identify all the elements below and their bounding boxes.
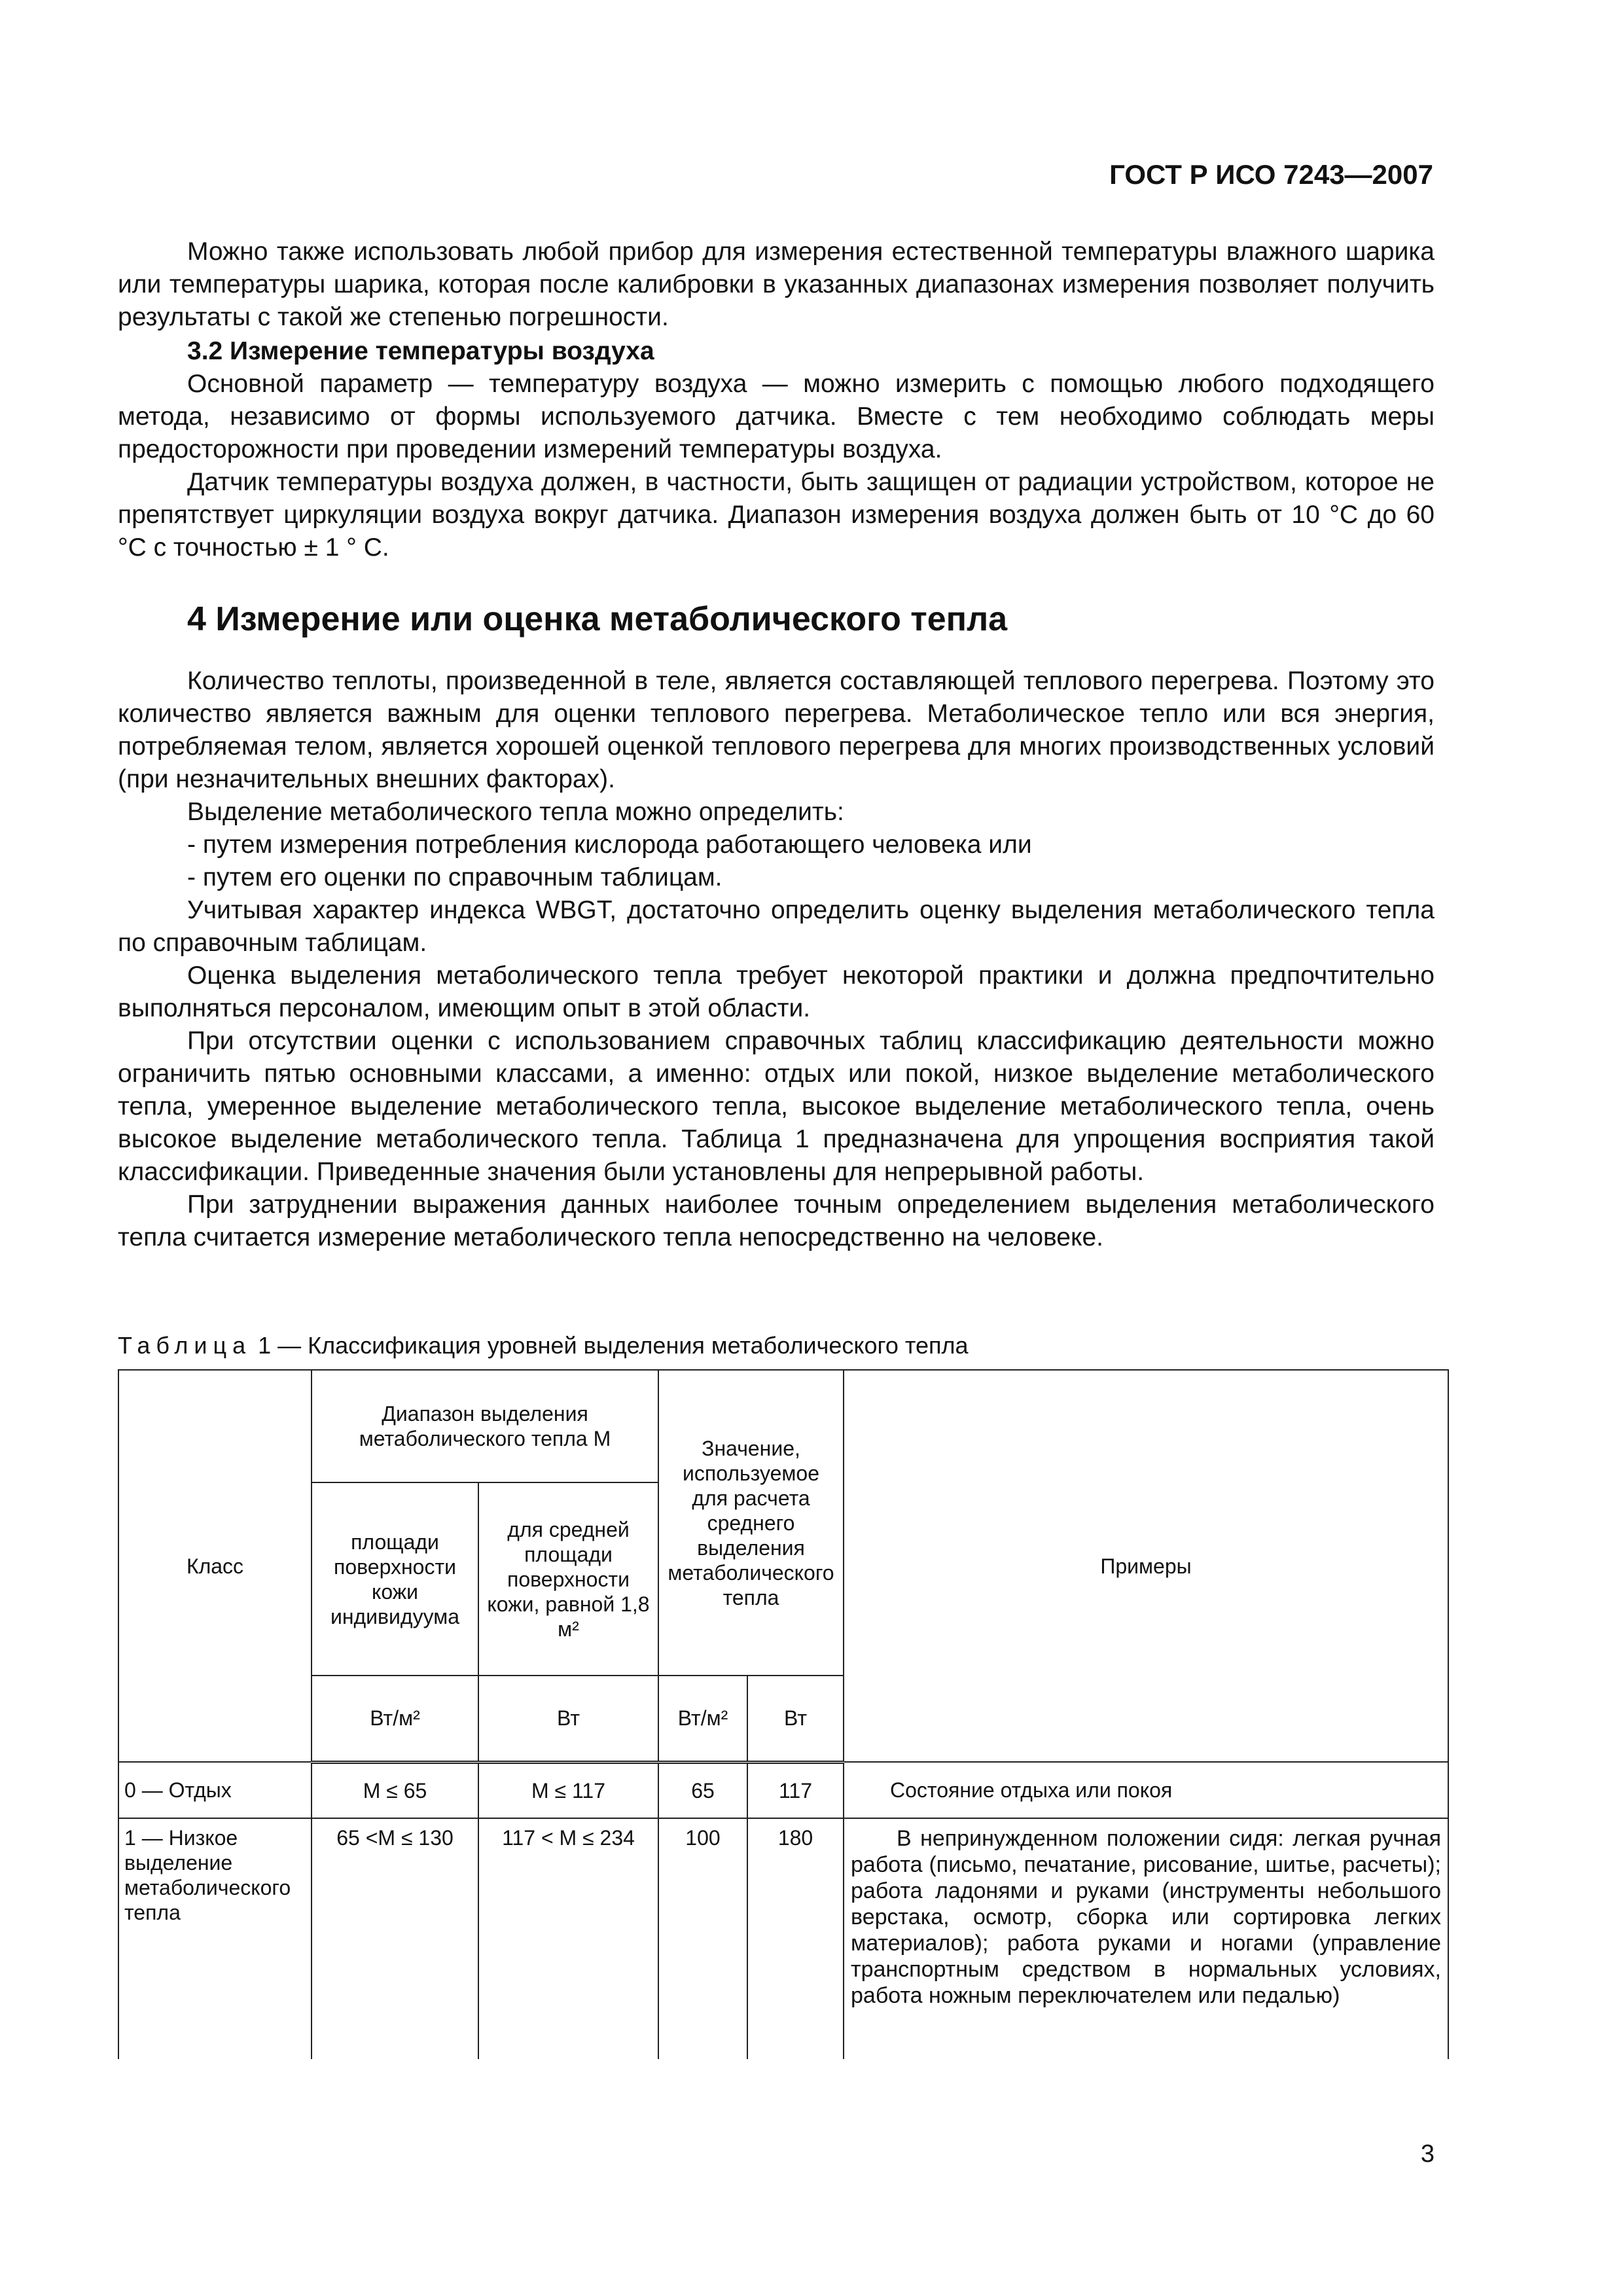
paragraph: Основной параметр — температуру воздуха — можно измерить с помощью любого подходящего метода, независимо от формы используемого датчика. Вместе с тем необходимо соблюдать меры предосторожности при проведении измерений температуры воздуха. bbox=[118, 370, 1435, 463]
document-body bbox=[118, 236, 1435, 1254]
table-row bbox=[118, 1762, 1448, 1818]
section-heading-4: 4 Измерение или оценка метаболического тепла bbox=[187, 600, 1008, 638]
table-caption-text: 1 — Классификация уровней выделения метаболического тепла bbox=[251, 1332, 969, 1359]
cell-value-w: 180 bbox=[747, 1818, 844, 2059]
document-header: ГОСТ Р ИСО 7243—2007 bbox=[1109, 159, 1433, 190]
header-examples: Примеры bbox=[844, 1370, 1448, 1762]
table-caption-word: Таблица bbox=[118, 1332, 252, 1359]
cell-value-w: 117 bbox=[747, 1762, 844, 1818]
paragraph: Датчик температуры воздуха должен, в частности, быть защищен от радиации устройством, которое не препятствует циркуляции воздуха вокруг датчика. Диапазон измерения воздуха должен быть от 10 °С до 60 °С с точностью ± 1 ° С. bbox=[118, 468, 1435, 562]
unit-w-per-m2: Вт/м² bbox=[658, 1676, 747, 1762]
cell-value-wm2: 65 bbox=[658, 1762, 747, 1818]
paragraph: Количество теплоты, произведенной в теле, является составляющей теплового перегрева. Поэтому это количество является важным для оценки теплового перегрева. Метаболическое тепло или вся энергия, потребляемая телом, является хорошей оценкой теплового перегрева для многих производственных условий (при незначительных внешних факторах). bbox=[118, 667, 1435, 793]
table-caption bbox=[118, 1331, 969, 1360]
cell-class: 1 — Низкое выделение метаболического тепла bbox=[118, 1818, 312, 2059]
cell-m-skin: M ≤ 65 bbox=[312, 1762, 478, 1818]
unit-w-per-m2: Вт/м² bbox=[312, 1676, 478, 1762]
header-average-skin-area: для средней площади поверхности кожи, равной 1,8 м² bbox=[478, 1482, 658, 1676]
header-skin-area: площади поверхности кожи индивидуума bbox=[312, 1482, 478, 1676]
section-heading-3-2: 3.2 Измерение температуры воздуха bbox=[187, 337, 654, 365]
unit-w: Вт bbox=[747, 1676, 844, 1762]
header-value: Значение, используемое для расчета среднего выделения метаболического тепла bbox=[658, 1370, 844, 1676]
paragraph: Учитывая характер индекса WBGT, достаточно определить оценку выделения метаболического тепла по справочным таблицам. bbox=[118, 896, 1435, 957]
paragraph: Выделение метаболического тепла можно определить: bbox=[187, 798, 844, 826]
paragraph: При затруднении выражения данных наиболее точным определением выделения метаболического тепла считается измерение метаболического тепла непосредственно на человеке. bbox=[118, 1191, 1435, 1251]
paragraph: Можно также использовать любой прибор для измерения естественной температуры влажного шарика или температуры шарика, которая после калибровки в указанных диапазонах измерения позволяет получить результаты с такой же степенью погрешности. bbox=[118, 238, 1435, 331]
metabolic-classification-table bbox=[118, 1369, 1449, 2059]
table-row bbox=[118, 1818, 1448, 2059]
cell-class: 0 — Отдых bbox=[118, 1762, 312, 1818]
cell-m-skin: 65 <M ≤ 130 bbox=[312, 1818, 478, 2059]
cell-m-avg: 117 < M ≤ 234 bbox=[478, 1818, 658, 2059]
list-item: - путем его оценки по справочным таблицам. bbox=[187, 863, 722, 891]
unit-w: Вт bbox=[478, 1676, 658, 1762]
page-number: 3 bbox=[1420, 2140, 1435, 2168]
paragraph: При отсутствии оценки с использованием справочных таблиц классификацию деятельности можно ограничить пятью основными классами, а именно: отдых или покой, низкое выделение метаболического тепла, умеренное выделение метаболического тепла, высокое выделение метаболического тепла, очень высокое выделение метаболического тепла. Таблица 1 предназначена для упрощения восприятия такой классификации. Приведенные значения были установлены для непрерывной работы. bbox=[118, 1027, 1435, 1186]
header-metabolic-range: Диапазон выделения метаболического тепла M bbox=[312, 1370, 658, 1482]
cell-value-wm2: 100 bbox=[658, 1818, 747, 2059]
list-item: - путем измерения потребления кислорода работающего человека или bbox=[187, 831, 1032, 859]
cell-examples: В непринужденном положении сидя: легкая ручная работа (письмо, печатание, рисование, шитье, расчеты); работа ладонями и руками (инструменты небольшого верстака, осмотр, сборка или сортировка легких материалов); работа руками и ногами (управление транспортным средством в нормальных условиях, работа ножным переключателем или педалью) bbox=[844, 1818, 1448, 2059]
cell-examples: Состояние отдыха или покоя bbox=[844, 1762, 1448, 1818]
paragraph: Оценка выделения метаболического тепла требует некоторой практики и должна предпочтительно выполняться персоналом, имеющим опыт в этой области. bbox=[118, 961, 1435, 1022]
header-class: Класс bbox=[118, 1370, 312, 1762]
cell-m-avg: M ≤ 117 bbox=[478, 1762, 658, 1818]
